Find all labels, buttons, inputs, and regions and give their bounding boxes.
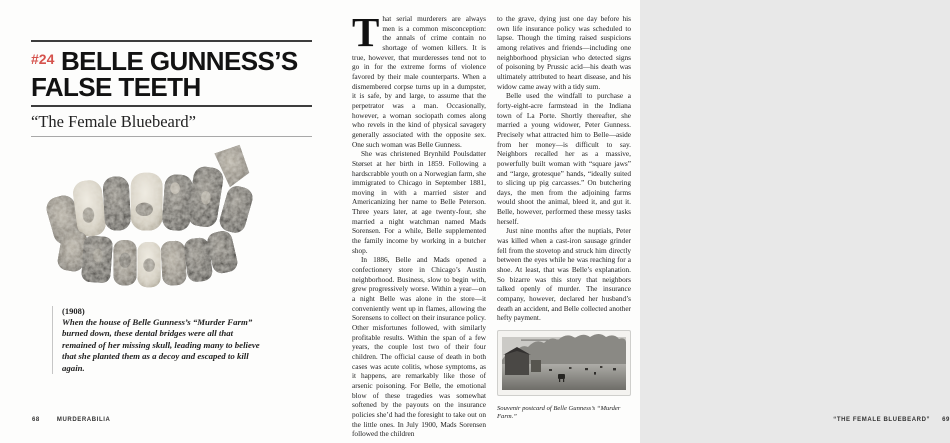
header-rule-bottom: [31, 136, 312, 137]
dental-bridges-photo: [40, 140, 262, 296]
murder-farm-postcard-photo: [497, 330, 631, 421]
page-number-right: 69: [942, 417, 950, 423]
artifact-caption: [52, 306, 268, 374]
header-rule-top: [31, 40, 312, 42]
paragraph-lead-text: hat serial murderers are always men is a common misconception: the annals of crime contain no shortage of women killers. It is true, however, that murderesses tend not to go in for the extreme forms of violence favored by their male counterparts. When a dismembered corpse turns up in a dumpster, it is safe, by and large, to assume that the perpetrator was a man. Occasionally, however, a woman sociopath comes along who revels in the kind of physical savagery generally associated with the opposite sex. One such woman was Belle Gunness.: [352, 14, 486, 149]
postcard-illustration: [497, 330, 631, 396]
caption-year: (1908): [62, 306, 85, 316]
drop-cap: T: [352, 9, 380, 55]
paragraph: Just nine months after the nuptials, Peter was killed when a cast-iron sausage grinder fell from the stovetop and struck him directly between the eyes while he was reaching for a shoe. At least, that was Belle’s explanation. So bizarre was this story that neighbors talked openly of murder. The insurance company, however, declared her husband’s death an accident, and Belle collected another hefty payment.: [497, 226, 631, 323]
footer-left: [32, 417, 110, 423]
teeth-illustration: [40, 140, 262, 294]
chapter-title: [31, 46, 312, 100]
body-column-2: [497, 14, 631, 439]
paragraph: She was christened Brynhild Poulsdatter Størset at her birth in 1859. Following a hardscrabble youth on a Norwegian farm, she immigrated to Chicago in September 1881, moving in with a married sister and Americanizing her name to Belle Peterson. Three years later, at age twenty-four, she married a night watchman named Mads Sorensen. For a while, Belle supplemented the family income by working in a butcher shop.: [352, 149, 486, 255]
article-body: [352, 9, 632, 439]
footer-right: [682, 417, 950, 423]
chapter-title-text: BELLE GUNNESS’S FALSE TEETH: [31, 46, 298, 102]
page-left: [0, 0, 330, 443]
body-column-1: [352, 9, 486, 439]
postcard-caption: Souvenir postcard of Belle Gunness’s “Murder Farm.”: [497, 405, 621, 420]
page-number-left: 68: [32, 417, 40, 423]
chapter-header: [31, 40, 312, 137]
running-title: “THE FEMALE BLUEBEARD”: [833, 417, 931, 423]
caption-text: When the house of Belle Gunness’s “Murder Farm” burned down, these dental bridges were all that remained of her missing skull, leading many to believe that she planted them as a decoy and escaped to kill again.: [62, 317, 260, 373]
page-right: [330, 0, 950, 443]
paragraph: In 1886, Belle and Mads opened a confectionery store in Chicago’s Austin neighborhood. Business, slow to begin with, grew progressively worse. Within a year—on a night Belle was alone in the store—it conveniently went up in flames, allowing the Sorensens to collect on their insurance policy. Other misfortunes followed, with similarly profitable results. Within the span of a few years, the couple lost two of their four children. The official cause of death in both cases was acute colitis, whose symptoms, as it happens, are remarkably like those of arsenic poisoning. For Belle, the emotional blow of these tragedies was somewhat softened by the payouts on the insurance policies she’d had the foresight to take out on the little ones. In July 1900, Mads Sorensen followed the children: [352, 255, 486, 439]
paragraph: to the grave, dying just one day before his own life insurance policy was scheduled to lapse. Though the timing raised suspicions among relatives and friends—including one neighborhood physician who detected signs of poisoning by Prussic acid—his death was ultimately attributed to heart disease, and his widow came away with a tidy sum.: [497, 14, 631, 91]
book-title: MURDERABILIA: [56, 417, 111, 423]
chapter-number: #24: [31, 51, 55, 67]
chapter-subtitle: “The Female Bluebeard”: [31, 112, 196, 131]
header-rule-mid: [31, 105, 312, 107]
paragraph: Belle used the windfall to purchase a forty-eight-acre farmstead in the Indiana town of La Porte. Shortly thereafter, she married a young widower, Peter Gunness. Precisely what attracted him to Belle—aside from her money—is difficult to say. Neighbors recalled her as a massive, powerfully built woman with “square jaws” and “large, grotesque” hands, “ideally suited to slicing up pig carcasses.” On butchering days, the men from the adjoining farms would shoot the animal, bleed it, and gut it. Belle, however, performed these messy tasks herself.: [497, 91, 631, 226]
paragraph-lead: [352, 9, 486, 149]
